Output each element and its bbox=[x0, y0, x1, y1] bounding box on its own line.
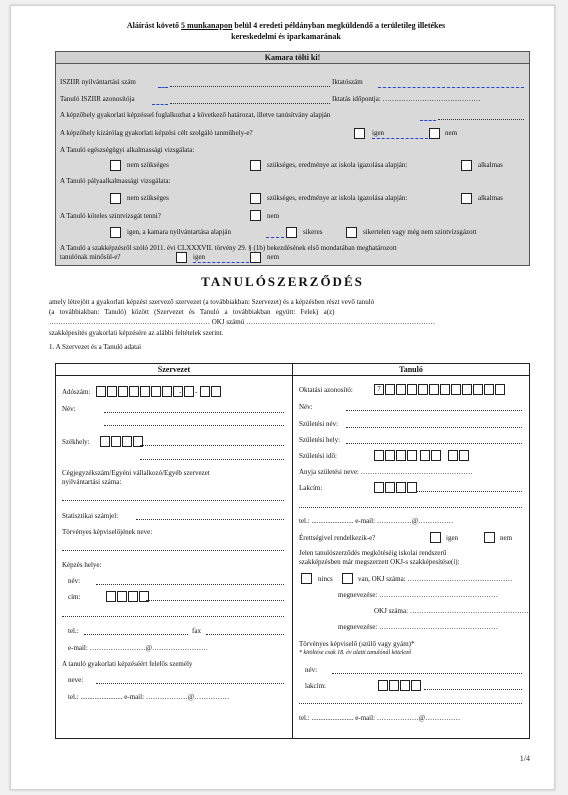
iktatoszam-field[interactable] bbox=[378, 85, 524, 88]
sikeres-label: sikeres bbox=[303, 228, 323, 236]
okj-szama-line: OKJ száma: …………………………………………… bbox=[374, 607, 529, 615]
szuletesi-hely-label: Születési hely: bbox=[299, 436, 341, 444]
tanmuhely-no-checkbox[interactable] bbox=[429, 128, 440, 139]
erettsegi-label: Érettségivel rendelkezik-e? bbox=[299, 534, 376, 542]
szekhely-field[interactable] bbox=[140, 445, 284, 446]
fax-field[interactable] bbox=[206, 634, 284, 635]
palya-alkalmas-checkbox[interactable] bbox=[461, 193, 472, 204]
adoszam-boxes-3[interactable] bbox=[200, 386, 222, 397]
chamber-box bbox=[55, 51, 530, 266]
kepzes-helye-label: Képzés helye: bbox=[62, 561, 102, 569]
chamber-box-title: Kamara tölti ki! bbox=[56, 52, 529, 64]
intro-line3: …………………………………………………………… OKJ számú ……………………………………………………………………… bbox=[49, 318, 435, 326]
spell-mark bbox=[372, 136, 428, 139]
parties-table bbox=[55, 363, 530, 739]
palya-alkalmas-label: alkalmas bbox=[478, 194, 503, 202]
oktatasi-azonosito-label: Oktatási azonosító: bbox=[299, 386, 353, 394]
header-divider bbox=[56, 375, 529, 376]
torv-kepviselo-field[interactable] bbox=[62, 550, 284, 551]
spell-mark bbox=[420, 118, 436, 121]
lakcim-zip-boxes[interactable] bbox=[374, 482, 418, 493]
szekhely-zip-boxes[interactable] bbox=[100, 436, 144, 447]
szuletesi-honap-boxes[interactable] bbox=[420, 450, 442, 461]
iktatas-label: Iktatás időpontja: …………………………………… bbox=[332, 95, 481, 103]
szuletesi-ev-boxes[interactable] bbox=[374, 450, 418, 461]
tanmuhely-yes-checkbox[interactable] bbox=[354, 128, 365, 139]
header-text: kereskedelmi és iparkamarának bbox=[231, 32, 341, 41]
nincs-label: nincs bbox=[318, 575, 333, 583]
palya-szukseges-label: szükséges, eredménye az iskola igazolása alapján: bbox=[267, 194, 408, 202]
adoszam-boxes-2[interactable] bbox=[184, 386, 198, 397]
tv-igen-checkbox[interactable] bbox=[176, 252, 187, 263]
szuletesi-nev-field[interactable] bbox=[346, 427, 522, 428]
tanulo-iszir-label: Tanuló ISZIIR azonosítója bbox=[60, 95, 135, 103]
nincs-checkbox[interactable] bbox=[301, 573, 312, 584]
szintvizsga-igen-checkbox[interactable] bbox=[110, 227, 121, 238]
header-text: Aláírást követő bbox=[126, 21, 182, 30]
tv-nem-checkbox[interactable] bbox=[250, 252, 261, 263]
cegjegyzek-field[interactable] bbox=[62, 500, 284, 501]
spell-mark bbox=[193, 260, 249, 263]
van-checkbox[interactable] bbox=[342, 573, 353, 584]
szuletesi-hely-field[interactable] bbox=[346, 443, 522, 444]
okj-intro-1: Jelen tanulószerződés megkötéséig iskolai rendszerű bbox=[299, 549, 447, 557]
tel-field[interactable] bbox=[84, 634, 188, 635]
gyam-tel-line: tel.: ........................ e-mail: ………………@…………… bbox=[299, 714, 461, 722]
oktatasi-azonosito-boxes[interactable] bbox=[374, 384, 506, 395]
gyam-nev-field[interactable] bbox=[332, 673, 522, 674]
tanulo-tel-line: tel.: ........................ e-mail: ……………@…………… bbox=[299, 517, 454, 525]
tel-label: tel.: bbox=[68, 627, 79, 635]
cegjegyzek-label-1: Cégjegyzékszám/Egyéni vállalkozó/Egyéb szervezet bbox=[62, 469, 210, 477]
stat-field[interactable] bbox=[136, 519, 284, 520]
hatarozat-field[interactable] bbox=[438, 119, 524, 120]
kepzes-zip-boxes[interactable] bbox=[106, 591, 150, 602]
iktatoszam-label: Iktatószám bbox=[332, 78, 363, 86]
szekhely-label: Székhely: bbox=[62, 438, 90, 446]
szervezet-header: Szervezet bbox=[157, 365, 191, 374]
erettsegi-igen-label: igen bbox=[446, 534, 459, 542]
egeszseg-nem-checkbox[interactable] bbox=[110, 160, 121, 171]
stat-label: Statisztikai számjel: bbox=[62, 512, 119, 520]
hatarozat-label: A képzőhely gyakorlati képzéssel foglalkozhat a következő határozat, illetve tanúsítvány alapján bbox=[60, 111, 331, 119]
egeszseg-nem-label: nem szükséges bbox=[127, 161, 169, 169]
felelos-tel-line: tel.: ........................ e-mail: ………………@…………… bbox=[68, 693, 230, 701]
sikeres-checkbox[interactable] bbox=[286, 227, 297, 238]
erettsegi-nem-label: nem bbox=[500, 534, 513, 542]
szintvizsga-nem-label: nem bbox=[267, 212, 280, 220]
dash: - bbox=[179, 388, 182, 396]
intro-line2: (a továbbiakban: Tanuló) között (Szervezet és Tanuló a továbbiakban együtt: Felek) a(z) bbox=[49, 308, 335, 316]
tv-question-line2: tanulónak minősül-e? bbox=[60, 253, 121, 261]
tanmuhely-question: A képzőhely kizárólag gyakorlati képzési célt szolgáló tanműhely-e? bbox=[60, 129, 253, 137]
szintvizsga-question: A Tanuló köteles szintvizsgát tenni? bbox=[60, 212, 161, 220]
szuletesi-nap-boxes[interactable] bbox=[448, 450, 470, 461]
lakcim-field-2[interactable] bbox=[299, 507, 522, 508]
palya-question: A Tanuló pályaalkalmassági vizsgálata: bbox=[60, 177, 171, 185]
sikertelen-checkbox[interactable] bbox=[346, 227, 357, 238]
tanulo-nev-field[interactable] bbox=[346, 410, 522, 411]
document-title: TANULÓSZERZŐDÉS bbox=[201, 274, 364, 289]
egeszseg-szukseges-checkbox[interactable] bbox=[250, 160, 261, 171]
erettsegi-nem-checkbox[interactable] bbox=[484, 532, 495, 543]
szuletesi-nev-label: Születési név: bbox=[299, 420, 339, 428]
tanulo-header: Tanuló bbox=[399, 365, 423, 374]
tv-igen-label: igen bbox=[193, 253, 206, 261]
section-heading: 1. A Szervezet és a Tanuló adatai bbox=[49, 343, 142, 351]
szintvizsga-nem-checkbox[interactable] bbox=[250, 210, 261, 221]
gyam-nev-label: név: bbox=[305, 666, 318, 674]
email-line: e-mail: ……………………@…………………… bbox=[68, 644, 209, 652]
palya-szukseges-checkbox[interactable] bbox=[250, 193, 261, 204]
gyam-zip-boxes[interactable] bbox=[378, 680, 422, 691]
van-okj-line: van, OKJ száma: ……………………………………… bbox=[358, 575, 513, 583]
adoszam-label: Adószám: bbox=[62, 388, 91, 396]
megnevezes-line: megnevezése: …………………………………………… bbox=[338, 591, 499, 599]
gyam-lakcim-field-2[interactable] bbox=[299, 703, 522, 704]
lakcim-label: Lakcím: bbox=[299, 484, 323, 492]
szuletesi-ido-label: Születési idő: bbox=[299, 452, 337, 460]
torv-kepviselo-tanulo-label: Törvényes képviselő (szülő vagy gyám)* bbox=[299, 640, 415, 648]
nev-label: Név: bbox=[62, 405, 76, 413]
felelos-neve-label: neve: bbox=[68, 676, 84, 684]
spell-mark bbox=[158, 85, 168, 88]
palya-nem-label: nem szükséges bbox=[127, 194, 169, 202]
torv-kepviselo-note: * kitöltése csak 18. év alatti tanulónál kötelező bbox=[299, 650, 412, 656]
okj-intro-2: szakképzésben már megszerzett OKJ-s szakképesítése(i): bbox=[299, 558, 460, 566]
egeszseg-alkalmas-checkbox[interactable] bbox=[461, 160, 472, 171]
tv-question-line1: A Tanuló a szakképzésről szóló 2011. évi CLXXXVII. törvény 29. § (1b) bekezdésének első mondatában meghatározott bbox=[60, 244, 397, 252]
tv-nem-label: nem bbox=[267, 253, 280, 261]
szintvizsga-igen-label: igen, a kamara nyilvántartása alapján bbox=[127, 228, 231, 236]
erettsegi-igen-checkbox[interactable] bbox=[430, 532, 441, 543]
iszir-label: ISZIIR nyilvántartási szám bbox=[60, 78, 136, 86]
kepzes-cim-label: cím: bbox=[68, 593, 81, 601]
column-divider bbox=[292, 364, 293, 738]
megnevezes-line-2: megnevezése: …………………………………………… bbox=[338, 623, 499, 631]
kepzes-nev-field[interactable] bbox=[96, 584, 284, 585]
tanmuhely-yes-label: igen bbox=[372, 129, 385, 137]
first-digit: 7 bbox=[374, 384, 384, 395]
cegjegyzek-label-2: nyilvántartási száma: bbox=[62, 478, 122, 486]
gyam-lakcim-field[interactable] bbox=[424, 689, 522, 690]
palya-nem-checkbox[interactable] bbox=[110, 193, 121, 204]
dash: - bbox=[195, 388, 198, 396]
egeszseg-alkalmas-label: alkalmas bbox=[478, 161, 503, 169]
felelos-neve-field[interactable] bbox=[96, 683, 284, 684]
nev-field-2[interactable] bbox=[104, 425, 284, 426]
sikertelen-label: sikertelen vagy még nem szintvizsgázott bbox=[363, 228, 477, 236]
kepzes-nev-label: név: bbox=[68, 577, 81, 585]
fax-label: fax bbox=[192, 627, 201, 635]
document-page bbox=[10, 5, 555, 790]
egeszseg-question: A Tanuló egészségügyi alkalmassági vizsgálata: bbox=[60, 146, 195, 154]
tanulo-nev-label: Név: bbox=[299, 403, 313, 411]
nev-field[interactable] bbox=[104, 412, 284, 413]
page-number: 1/4 bbox=[519, 754, 530, 763]
iszir-field[interactable] bbox=[170, 86, 330, 87]
tanulo-iszir-field[interactable] bbox=[170, 103, 330, 104]
tanmuhely-no-label: nem bbox=[445, 129, 458, 137]
gyam-lakcim-label: lakcím: bbox=[305, 682, 326, 690]
header-text: belül 4 eredeti példányban megküldendő a területileg illetékes bbox=[232, 21, 446, 30]
torv-kepviselo-label: Törvényes képviselőjének neve: bbox=[62, 528, 153, 536]
intro-line4: szakképesítés gyakorlati képzésére az alábbi feltételek szerint. bbox=[49, 329, 224, 337]
lakcim-field[interactable] bbox=[416, 491, 522, 492]
intro-line1: amely létrejött a gyakorlati képzést szervező szervezet (a továbbiakban: Szervezet) és a képzésben részt vevő tanuló bbox=[49, 298, 375, 306]
kepzes-cim-field[interactable] bbox=[146, 600, 284, 601]
egeszseg-szukseges-label: szükséges, eredménye az iskola igazolása alapján: bbox=[267, 161, 408, 169]
szekhely-field-2[interactable] bbox=[140, 459, 284, 460]
anyja-neve-line: Anyja születési neve: ………………………………………… bbox=[299, 468, 473, 476]
header-underlined: 5 munkanapon bbox=[181, 21, 233, 30]
felelos-label: A tanuló gyakorlati képzéséért felelős személy bbox=[62, 660, 193, 668]
kepzes-cim-field-2[interactable] bbox=[62, 616, 284, 617]
instruction-header bbox=[71, 20, 501, 42]
adoszam-boxes[interactable] bbox=[96, 386, 184, 397]
spell-mark bbox=[152, 102, 168, 105]
